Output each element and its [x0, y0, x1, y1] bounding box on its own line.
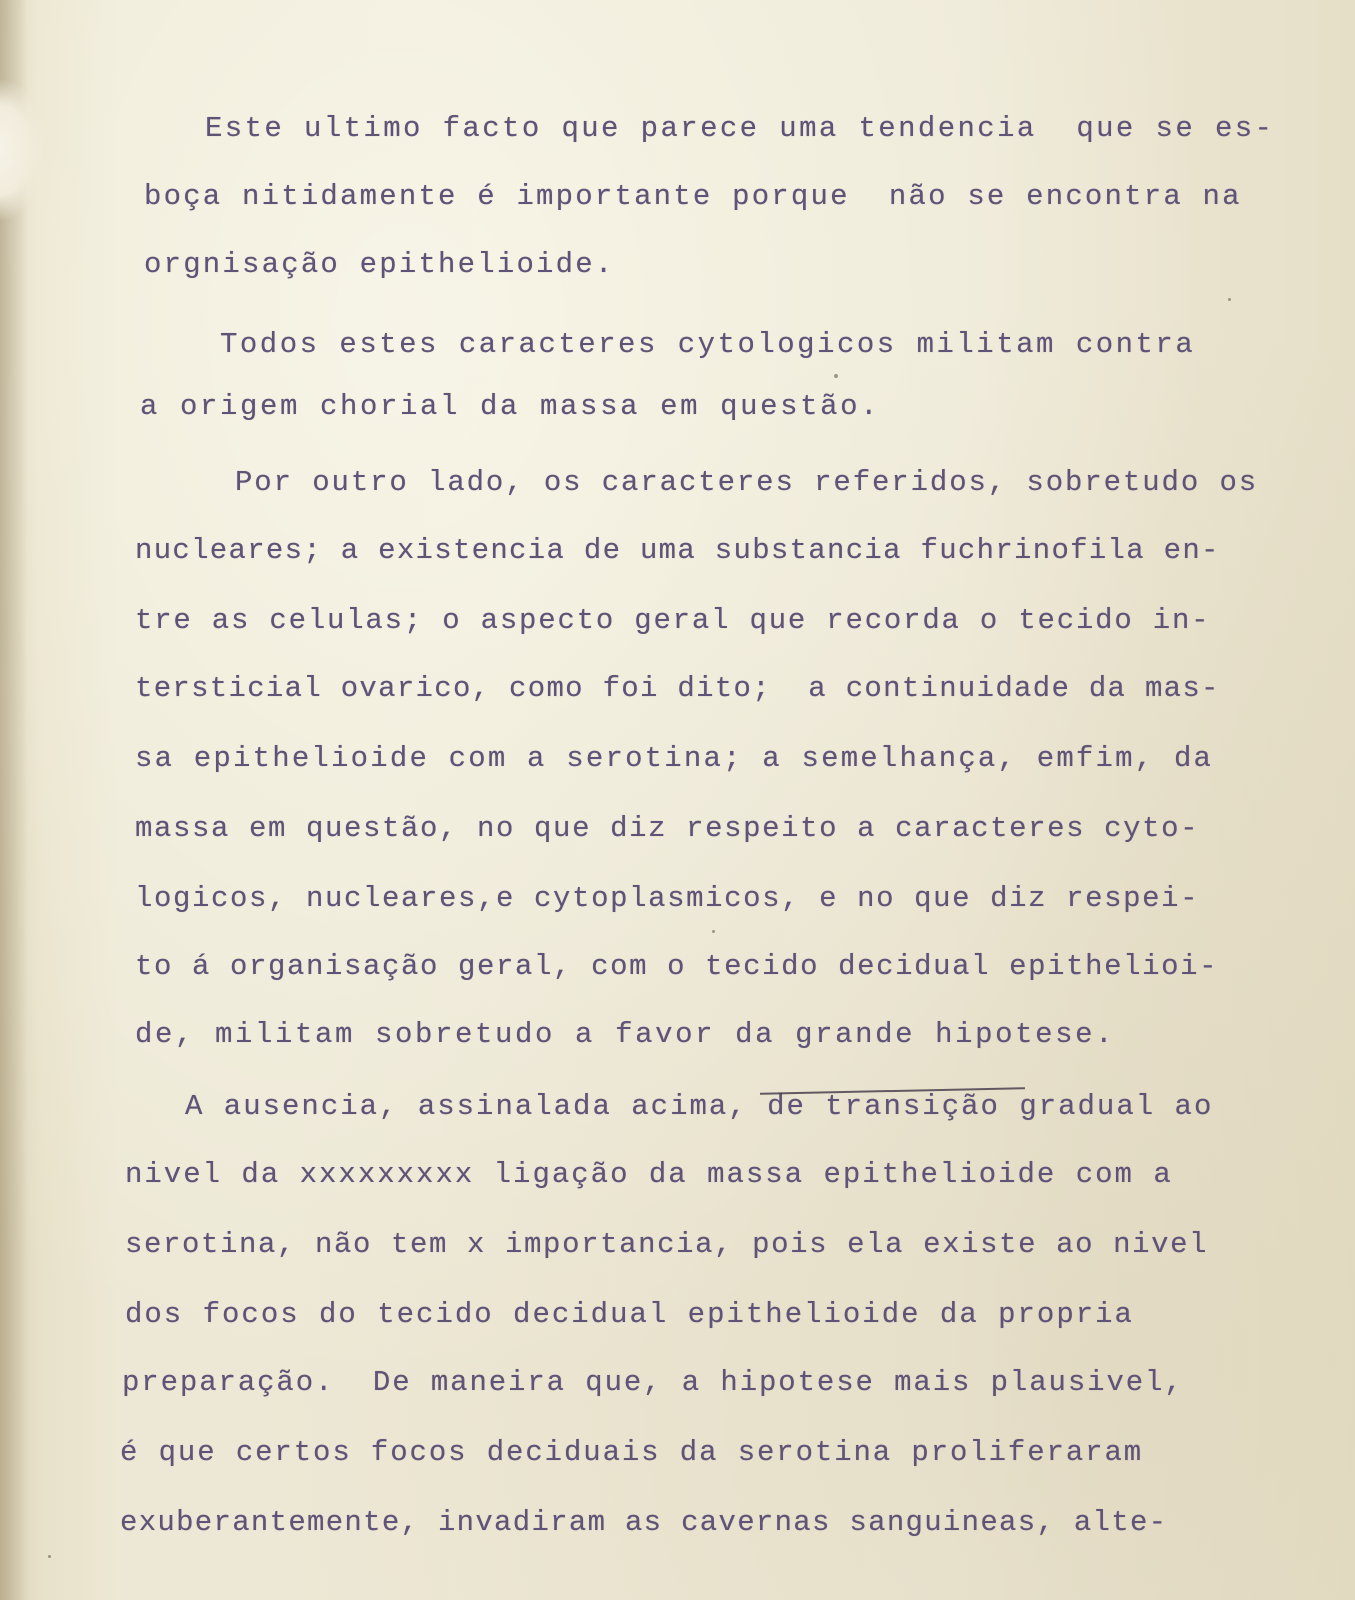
text-line: A ausencia, assinalada acima, de transição gradual ao	[185, 1090, 1214, 1123]
text-line: boça nitidamente é importante porque não se encontra na	[144, 180, 1242, 213]
paper-speck	[834, 374, 838, 378]
text-line: tersticial ovarico, como foi dito; a continuidade da mas-	[135, 672, 1220, 705]
text-line: orgnisação epithelioide.	[144, 248, 615, 281]
text-line: Este ultimo facto que parece uma tendencia que se es-	[205, 112, 1275, 145]
text-line: de, militam sobretudo a favor da grande hipotese.	[135, 1018, 1116, 1051]
text-line: massa em questão, no que diz respeito a caracteres cyto-	[135, 812, 1200, 845]
text-line: serotina, não tem x importancia, pois ela existe ao nivel	[125, 1228, 1209, 1261]
text-line: é que certos focos deciduais da serotina proliferaram	[120, 1436, 1144, 1469]
text-line: nucleares; a existencia de uma substancia fuchrinofila en-	[135, 534, 1220, 567]
text-line: sa epithelioide com a serotina; a semelhança, emfim, da	[135, 742, 1214, 775]
text-line: Por outro lado, os caracteres referidos, sobretudo os	[235, 466, 1259, 499]
paper-speck	[48, 1555, 51, 1558]
text-line: exuberantemente, invadiram as cavernas sanguineas, alte-	[120, 1506, 1168, 1539]
text-line: dos focos do tecido decidual epithelioide da propria	[125, 1298, 1134, 1331]
text-line: tre as celulas; o aspecto geral que recorda o tecido in-	[135, 604, 1211, 637]
text-line: a origem chorial da massa em questão.	[140, 390, 881, 423]
text-line: nivel da xxxxxxxxx ligação da massa epithelioide com a	[125, 1158, 1173, 1191]
text-line: preparação. De maneira que, a hipotese mais plausivel,	[122, 1366, 1184, 1399]
text-line: Todos estes caracteres cytologicos militam contra	[220, 328, 1196, 361]
paper-speck	[1228, 298, 1231, 301]
text-line: logicos, nucleares,e cytoplasmicos, e no que diz respei-	[135, 882, 1200, 915]
paper-speck	[712, 930, 715, 933]
text-line: to á organisação geral, com o tecido decidual epithelioi-	[135, 950, 1219, 983]
